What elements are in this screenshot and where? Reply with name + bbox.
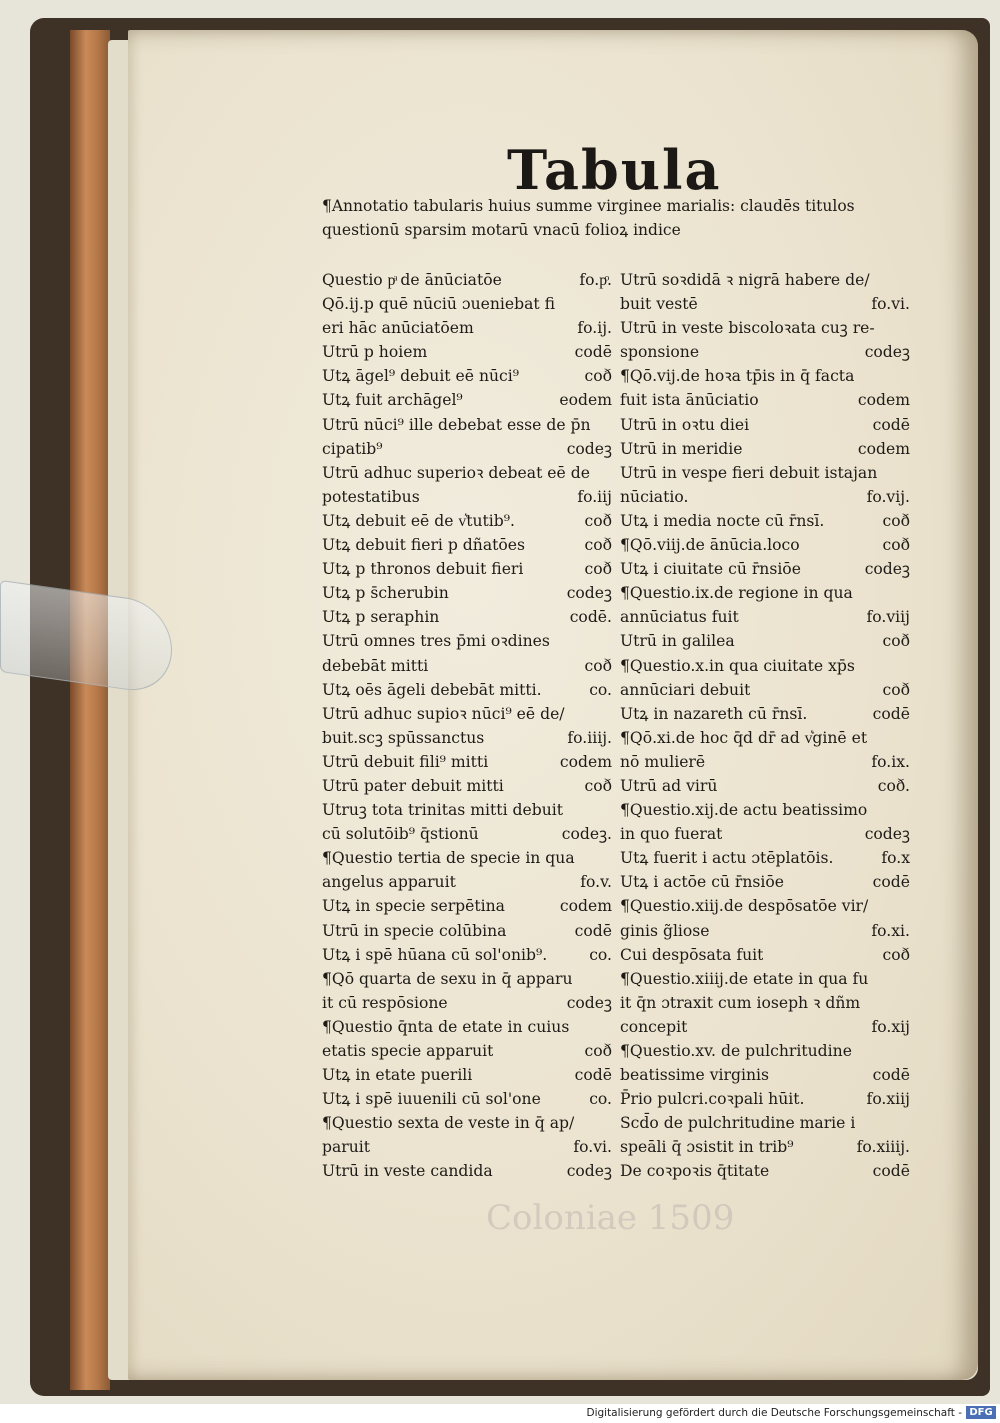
entry-folio-ref: codeꝫ. bbox=[561, 825, 612, 844]
index-entry bbox=[322, 340, 612, 364]
entry-folio-ref: fo.vi. bbox=[573, 1138, 612, 1157]
index-entry bbox=[322, 629, 612, 653]
entry-text: angelus apparuit bbox=[322, 873, 456, 892]
entry-folio-ref: codeꝫ bbox=[566, 993, 612, 1012]
entry-text: Utꝝ fuit archāgel⁹ bbox=[322, 391, 463, 410]
index-entry bbox=[322, 991, 612, 1015]
entry-text: Utrū soꝛdidā ꝛ nigrā habere de/ bbox=[620, 271, 870, 289]
entry-folio-ref bbox=[608, 1111, 612, 1135]
index-entry bbox=[322, 388, 612, 412]
entry-folio-ref: coð bbox=[882, 536, 910, 555]
index-entry bbox=[620, 919, 910, 943]
index-entry bbox=[620, 1087, 910, 1111]
entry-text: Utrū ad virū bbox=[620, 776, 718, 795]
entry-folio-ref bbox=[608, 629, 612, 653]
index-entry bbox=[322, 750, 612, 774]
entry-folio-ref: codem bbox=[559, 752, 612, 771]
entry-text: Utꝝ p s̄cherubin bbox=[322, 584, 449, 603]
index-entry bbox=[620, 894, 910, 918]
entry-folio-ref: fo.xi. bbox=[871, 921, 910, 940]
entry-text: Utꝝ i media nocte cū r̄nsī. bbox=[620, 511, 825, 530]
entry-folio-ref: co. bbox=[589, 680, 612, 699]
entry-text: ¶Qō quarta de sexu in q̄ apparu bbox=[322, 969, 573, 988]
index-entry bbox=[322, 581, 612, 605]
entry-text: cū solutōib⁹ q̄stionū bbox=[322, 825, 479, 844]
entry-text: eri hāc anūciatōem bbox=[322, 319, 474, 338]
bleed-through-stamp: Coloniae 1509 bbox=[486, 1198, 735, 1238]
entry-folio-ref: codē bbox=[872, 1066, 910, 1085]
entry-text: Utꝝ oēs āgeli debebāt mitti. bbox=[322, 680, 542, 699]
entry-text: Utrū nūci⁹ ille debebat esse de p̄n bbox=[322, 415, 591, 434]
index-entry bbox=[620, 485, 910, 509]
index-entry bbox=[322, 1087, 612, 1111]
entry-folio-ref: fo.xiij bbox=[866, 1090, 910, 1109]
entry-text: Utꝝ debuit eē de v͛tutib⁹. bbox=[322, 511, 515, 530]
entry-folio-ref: fo.ix. bbox=[871, 752, 910, 771]
entry-folio-ref: fo.xij bbox=[871, 1017, 910, 1036]
entry-text: Utrū in meridie bbox=[620, 439, 743, 458]
entry-folio-ref: codē bbox=[574, 343, 612, 362]
entry-text: Utꝝ in nazareth cū r̄nsī. bbox=[620, 704, 808, 723]
entry-folio-ref: coð. bbox=[877, 776, 910, 795]
index-entry bbox=[620, 364, 910, 388]
entry-text: nūciatio. bbox=[620, 487, 689, 506]
entry-text: Questio pͣ de ānūciatōe bbox=[322, 271, 502, 289]
entry-text: speāli q̄ ɔsistit in trib⁹ bbox=[620, 1138, 794, 1157]
entry-folio-ref: coð bbox=[584, 511, 612, 530]
right-index-column bbox=[620, 268, 910, 1184]
index-entry bbox=[322, 485, 612, 509]
index-entry bbox=[620, 533, 910, 557]
entry-text: Utrū debuit fili⁹ mitti bbox=[322, 752, 489, 771]
entry-folio-ref: fo.iij bbox=[577, 487, 612, 506]
entry-text: ¶Questio.xiij.de despōsatōe vir/ bbox=[620, 897, 869, 916]
entry-text: potestatibus bbox=[322, 487, 420, 506]
entry-folio-ref bbox=[608, 967, 612, 991]
entry-folio-ref: fo.xiiij. bbox=[856, 1138, 910, 1157]
index-entry bbox=[322, 268, 612, 292]
entry-text: annūciari debuit bbox=[620, 680, 751, 699]
index-entry bbox=[620, 413, 910, 437]
index-entry bbox=[322, 461, 612, 485]
entry-text: paruit bbox=[322, 1138, 371, 1157]
entry-text: nō mulierē bbox=[620, 752, 706, 771]
index-entry bbox=[322, 1111, 612, 1135]
entry-text: Qō.ij.p quē nūciū ɔueniebat fi bbox=[322, 295, 556, 314]
index-entry bbox=[322, 316, 612, 340]
entry-folio-ref bbox=[608, 798, 612, 822]
entry-text: ¶Questio.xv. de pulchritudine bbox=[620, 1042, 852, 1060]
index-entry bbox=[620, 316, 910, 340]
entry-folio-ref bbox=[906, 1111, 910, 1135]
index-entry bbox=[620, 1039, 910, 1063]
index-entry bbox=[322, 943, 612, 967]
entry-text: ¶Questio.xiiij.de etate in qua fu bbox=[620, 969, 869, 988]
index-entry bbox=[620, 1159, 910, 1183]
index-entry bbox=[620, 461, 910, 485]
index-entry bbox=[620, 292, 910, 316]
index-entry bbox=[620, 1135, 910, 1159]
index-entry bbox=[322, 654, 612, 678]
intro-paragraph: ¶Annotatio tabularis huius summe virginee marialis: claudēs titulos questionū sparsim motarū vnacū folioꝝ indice bbox=[322, 197, 855, 239]
entry-text: it q̄n ɔtraxit cum ioseph ꝛ dñm bbox=[620, 993, 861, 1012]
entry-text: annūciatus fuit bbox=[620, 608, 739, 627]
index-entry bbox=[620, 750, 910, 774]
index-entry bbox=[322, 557, 612, 581]
entry-text: P̄rio pulcri.coꝛpali hūit. bbox=[620, 1090, 805, 1109]
entry-folio-ref: coð bbox=[584, 560, 612, 579]
entry-folio-ref bbox=[608, 461, 612, 485]
entry-folio-ref: codeꝫ bbox=[864, 825, 910, 844]
index-entry bbox=[620, 774, 910, 798]
entry-text: buit vestē bbox=[620, 295, 698, 314]
entry-folio-ref bbox=[608, 413, 612, 437]
entry-text: Utrū omnes tres p̄mi oꝛdines bbox=[322, 632, 550, 651]
index-entry bbox=[322, 967, 612, 991]
entry-folio-ref: codē bbox=[574, 921, 612, 940]
entry-text: Cui despōsata fuit bbox=[620, 945, 764, 964]
entry-folio-ref bbox=[608, 1015, 612, 1039]
index-entry bbox=[322, 1159, 612, 1183]
index-entry bbox=[322, 919, 612, 943]
entry-text: Utꝝ debuit fieri p dñatōes bbox=[322, 536, 525, 555]
index-entry bbox=[620, 726, 910, 750]
index-entry bbox=[620, 509, 910, 533]
entry-folio-ref: codeꝫ bbox=[566, 584, 612, 603]
index-entry bbox=[322, 413, 612, 437]
index-entry bbox=[620, 340, 910, 364]
index-entry bbox=[620, 678, 910, 702]
index-entry bbox=[620, 605, 910, 629]
entry-folio-ref bbox=[906, 1039, 910, 1063]
entry-folio-ref bbox=[608, 292, 612, 316]
index-entry bbox=[322, 509, 612, 533]
index-entry bbox=[620, 967, 910, 991]
entry-text: De coꝛpoꝛis q̄titate bbox=[620, 1162, 770, 1181]
index-entry bbox=[620, 1063, 910, 1087]
index-entry bbox=[322, 292, 612, 316]
funding-notice: Digitalisierung gefördert durch die Deutsche Forschungsgemeinschaft - bbox=[586, 1407, 962, 1419]
entry-folio-ref bbox=[906, 268, 910, 292]
entry-folio-ref: co. bbox=[589, 945, 612, 964]
entry-text: Utꝝ i ciuitate cū r̄nsiōe bbox=[620, 560, 801, 579]
entry-folio-ref: coð bbox=[882, 511, 910, 530]
entry-text: Utꝝ in specie serpētina bbox=[322, 897, 505, 916]
entry-text: it cū respōsione bbox=[322, 993, 448, 1012]
entry-text: Utrū in specie colūbina bbox=[322, 921, 507, 940]
entry-folio-ref bbox=[608, 702, 612, 726]
index-entry bbox=[620, 268, 910, 292]
entry-folio-ref bbox=[906, 991, 910, 1015]
entry-text: Utrū adhuc superioꝛ debeat eē de bbox=[322, 463, 590, 482]
entry-folio-ref: coð bbox=[882, 945, 910, 964]
entry-folio-ref: co. bbox=[589, 1090, 612, 1109]
entry-folio-ref: codē bbox=[872, 1162, 910, 1181]
page-title: Tabula bbox=[507, 138, 722, 202]
entry-folio-ref: codeꝫ bbox=[864, 560, 910, 579]
entry-folio-ref: fo.vij. bbox=[866, 487, 910, 506]
entry-folio-ref bbox=[906, 364, 910, 388]
entry-text: Utrū in oꝛtu diei bbox=[620, 415, 750, 434]
entry-folio-ref: coð bbox=[882, 680, 910, 699]
entry-folio-ref: coð bbox=[882, 632, 910, 651]
entry-folio-ref bbox=[906, 967, 910, 991]
entry-text: ¶Qō.viij.de ānūcia.loco bbox=[620, 536, 800, 555]
index-entry bbox=[620, 1111, 910, 1135]
entry-folio-ref: codeꝫ bbox=[566, 1162, 612, 1181]
entry-folio-ref: coð bbox=[584, 1042, 612, 1060]
index-entry bbox=[322, 364, 612, 388]
entry-folio-ref: codē bbox=[872, 873, 910, 892]
entry-text: cipatib⁹ bbox=[322, 439, 383, 458]
index-entry bbox=[322, 678, 612, 702]
index-entry bbox=[322, 605, 612, 629]
entry-text: Utꝝ in etate puerili bbox=[322, 1066, 473, 1085]
entry-text: ¶Questio sexta de veste in q̄ ap/ bbox=[322, 1114, 575, 1133]
index-entry bbox=[322, 1135, 612, 1159]
index-entry bbox=[620, 557, 910, 581]
entry-text: beatissime virginis bbox=[620, 1066, 769, 1085]
entry-text: ¶Questio.x.in qua ciuitate xp̄s bbox=[620, 656, 855, 675]
entry-folio-ref: codeꝫ bbox=[566, 439, 612, 458]
entry-text: Utrū in vespe fieri debuit istajan bbox=[620, 463, 878, 482]
entry-folio-ref bbox=[906, 798, 910, 822]
entry-text: Utrū pater debuit mitti bbox=[322, 776, 504, 795]
entry-text: Utrū in veste biscoloꝛata cuꝫ re- bbox=[620, 319, 875, 338]
index-entry bbox=[620, 846, 910, 870]
entry-folio-ref: coð bbox=[584, 656, 612, 675]
entry-text: Utꝝ i spē hūana cū sol'onib⁹. bbox=[322, 945, 548, 964]
entry-text: Utrū in veste candida bbox=[322, 1162, 493, 1181]
entry-folio-ref: fo.v. bbox=[580, 873, 612, 892]
entry-text: Utꝝ fuerit i actu ɔtēplatōis. bbox=[620, 849, 834, 868]
entry-folio-ref: fo.iiij. bbox=[567, 728, 612, 747]
entry-text: Utrū p hoiem bbox=[322, 343, 428, 362]
index-entry bbox=[620, 798, 910, 822]
entry-text: in quo fuerat bbox=[620, 825, 723, 844]
index-entry bbox=[620, 1015, 910, 1039]
entry-folio-ref: fo.x bbox=[881, 849, 910, 868]
entry-folio-ref bbox=[906, 316, 910, 340]
entry-folio-ref: codem bbox=[559, 897, 612, 916]
entry-text: buit.scꝫ spūssanctus bbox=[322, 728, 485, 747]
index-entry bbox=[322, 437, 612, 461]
index-entry bbox=[620, 943, 910, 967]
entry-folio-ref: eodem bbox=[559, 391, 612, 410]
entry-folio-ref bbox=[906, 581, 910, 605]
index-entry bbox=[322, 702, 612, 726]
index-entry bbox=[322, 870, 612, 894]
entry-text: Utrū adhuc supioꝛ nūci⁹ eē de/ bbox=[322, 704, 565, 723]
entry-text: ¶Qō.vij.de hoꝛa tp̄is in q̄ facta bbox=[620, 367, 855, 386]
entry-folio-ref bbox=[906, 654, 910, 678]
index-entry bbox=[620, 654, 910, 678]
index-entry bbox=[322, 774, 612, 798]
entry-text: concepit bbox=[620, 1017, 688, 1036]
entry-text: debebāt mitti bbox=[322, 656, 429, 675]
entry-folio-ref bbox=[906, 726, 910, 750]
index-entry bbox=[620, 581, 910, 605]
index-entry bbox=[322, 1015, 612, 1039]
entry-folio-ref: fo.ij. bbox=[577, 319, 612, 338]
entry-text: Utrū in galilea bbox=[620, 632, 735, 651]
index-entry bbox=[620, 870, 910, 894]
entry-text: Utꝝ p seraphin bbox=[322, 608, 440, 627]
dfg-logo: DFG bbox=[966, 1406, 996, 1419]
entry-folio-ref: codeꝫ bbox=[864, 343, 910, 362]
index-entry bbox=[620, 702, 910, 726]
entry-folio-ref bbox=[906, 894, 910, 918]
entry-text: ginis g̃liose bbox=[620, 921, 710, 940]
index-entry bbox=[620, 629, 910, 653]
entry-folio-ref: codē bbox=[574, 1066, 612, 1085]
index-entry bbox=[322, 726, 612, 750]
entry-text: Scd̄o de pulchritudine marie i bbox=[620, 1114, 856, 1133]
index-entry bbox=[322, 822, 612, 846]
entry-folio-ref: codem bbox=[857, 439, 910, 458]
entry-text: etatis specie apparuit bbox=[322, 1042, 494, 1060]
entry-text: sponsione bbox=[620, 343, 700, 362]
index-entry bbox=[322, 798, 612, 822]
index-entry bbox=[620, 991, 910, 1015]
entry-folio-ref: coð bbox=[584, 776, 612, 795]
entry-folio-ref: codē bbox=[872, 415, 910, 434]
binding-board-edge bbox=[70, 30, 110, 1390]
index-entry bbox=[322, 894, 612, 918]
entry-text: ¶Questio q̄nta de etate in cuius bbox=[322, 1017, 570, 1036]
index-entry bbox=[322, 1063, 612, 1087]
entry-text: ¶Questio tertia de specie in qua bbox=[322, 849, 575, 868]
entry-text: Utruꝫ tota trinitas mitti debuit bbox=[322, 801, 564, 820]
left-index-column bbox=[322, 268, 612, 1184]
entry-text: Utꝝ i actōe cū r̄nsiōe bbox=[620, 873, 785, 892]
entry-text: ¶Qō.xi.de hoc q̄d dr̄ ad v͛ginē et bbox=[620, 728, 868, 747]
entry-text: Utꝝ p thronos debuit fieri bbox=[322, 560, 524, 579]
entry-folio-ref: coð bbox=[584, 367, 612, 386]
entry-text: Utꝝ i spē iuuenili cū sol'one bbox=[322, 1090, 541, 1109]
entry-folio-ref: codē. bbox=[569, 608, 612, 627]
index-entry bbox=[322, 1039, 612, 1063]
entry-folio-ref: fo.vi. bbox=[871, 295, 910, 314]
entry-text: Utꝝ āgel⁹ debuit eē nūci⁹ bbox=[322, 367, 519, 386]
entry-folio-ref: codem bbox=[857, 391, 910, 410]
entry-folio-ref bbox=[608, 846, 612, 870]
index-entry bbox=[620, 388, 910, 412]
entry-folio-ref: codē bbox=[872, 704, 910, 723]
entry-folio-ref: fo.pͦ. bbox=[579, 271, 612, 289]
entry-folio-ref bbox=[906, 461, 910, 485]
entry-folio-ref: coð bbox=[584, 536, 612, 555]
index-entry bbox=[322, 846, 612, 870]
index-entry bbox=[620, 822, 910, 846]
index-entry bbox=[322, 533, 612, 557]
entry-text: fuit ista ānūciatio bbox=[620, 391, 759, 410]
entry-text: ¶Questio.ix.de regione in qua bbox=[620, 584, 853, 603]
entry-text: ¶Questio.xij.de actu beatissimo bbox=[620, 801, 868, 820]
entry-folio-ref: fo.viij bbox=[866, 608, 910, 627]
index-entry bbox=[620, 437, 910, 461]
